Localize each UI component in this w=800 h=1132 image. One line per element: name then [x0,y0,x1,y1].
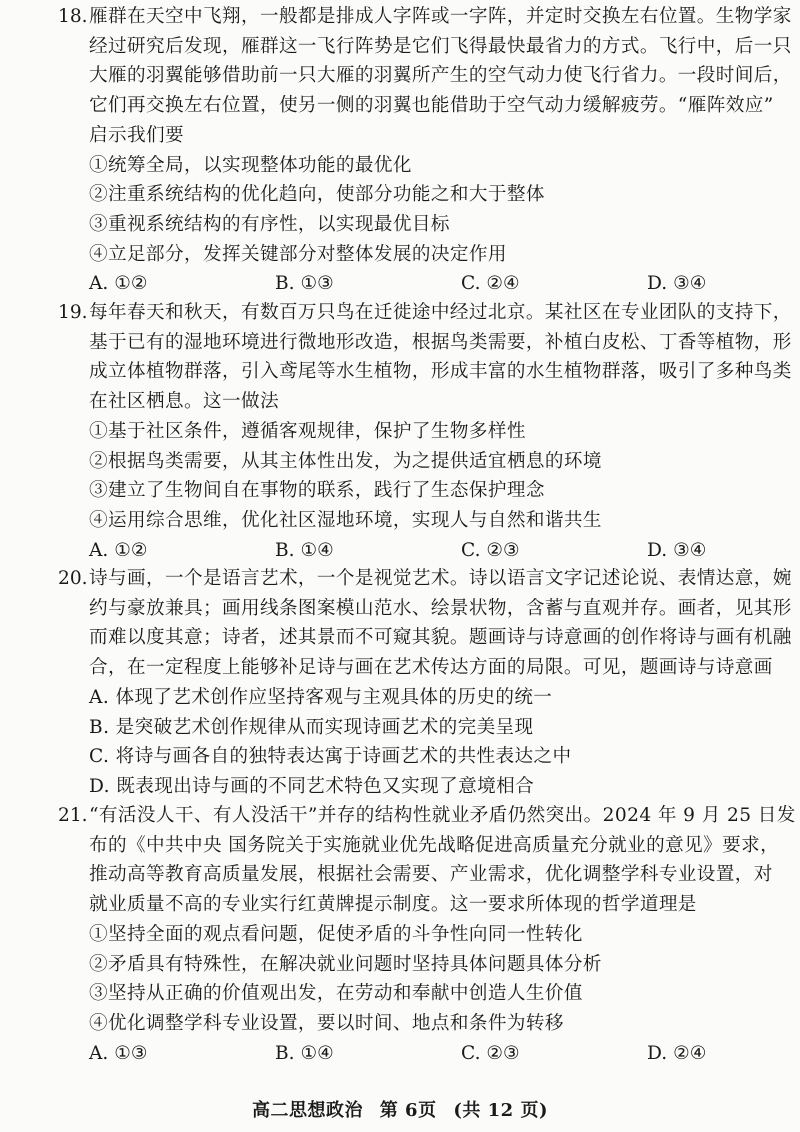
question-stem-line: “有活没人干、有人没活干”并存的结构性就业矛盾仍然突出。2024 年 9 月 25 日发 [89,805,796,826]
statement-4: ④立足部分，发挥关键部分对整体发展的决定作用 [89,243,507,265]
option-c[interactable]: C. ②④ [461,273,520,295]
question-stem-line: 推动高等教育高质量发展，根据社会需要、产业需求，优化调整学科专业设置，对 [89,864,773,886]
option-d[interactable]: D. ②④ [647,1042,707,1064]
question-stem-line: 大雁的羽翼能够借助前一只大雁的羽翼所产生的空气动力使飞行省力。一段时间后， [89,65,792,87]
answer-options [89,269,769,299]
statement-3: ③坚持从正确的价值观出发，在劳动和奉献中创造人生价值 [89,983,583,1005]
question-stem-line: 基于已有的湿地环境进行微地形改造，根据鸟类需要，补植白皮松、丁香等植物，形 [89,331,792,353]
question-stem-line: 诗与画，一个是语言艺术，一个是视觉艺术。诗以语言文字记述论说、表情达意，婉 [89,568,792,589]
statement-2: ②注重系统结构的优化趋向，使部分功能之和大于整体 [89,184,545,206]
question-stem-line: 经过研究后发现，雁群这一飞行阵势是它们飞得最快最省力的方式。飞行中，后一只 [89,35,792,57]
question-stem-line: 雁群在天空中飞翔，一般都是排成人字阵或一字阵，并定时交换左右位置。生物学家 [89,6,792,27]
option-a[interactable]: A. ①② [89,273,148,295]
question-stem-line: 启示我们要 [89,124,184,146]
option-a[interactable]: A. ①③ [89,1042,148,1064]
option-a[interactable]: A. ①② [89,539,148,561]
statement-1: ①统筹全局，以实现整体功能的最优化 [89,154,412,176]
question-stem-line: 在社区栖息。这一做法 [89,391,279,413]
question-stem-line: 约与豪放兼具；画用线条图案模山范水、绘景状物，含蓄与直观并存。画者，见其形 [89,597,792,619]
option-b[interactable]: B. 是突破艺术创作规律从而实现诗画艺术的完美呈现 [89,716,534,738]
footer-subject: 高二思想政治 [252,1100,363,1121]
option-d[interactable]: D. ③④ [647,273,707,295]
statement-3: ③重视系统结构的有序性，以实现最优目标 [89,213,450,235]
answer-options [89,1039,769,1069]
page-footer [0,1096,800,1122]
option-d[interactable]: D. ③④ [647,539,707,561]
question-number: 18. [58,6,88,27]
option-d[interactable]: D. 既表现出诗与画的不同艺术特色又实现了意境相合 [89,775,535,797]
footer-total-pages: (共 12 页) [453,1100,548,1121]
question-number: 19. [58,302,88,323]
question-stem-line: 成立体植物群落，引入鸢尾等水生植物，形成丰富的水生植物群落，吸引了多种鸟类 [89,361,792,383]
question-stem-line: 布的《中共中央 国务院关于实施就业优先战略促进高质量充分就业的意见》要求， [89,834,780,856]
option-c[interactable]: C. ②③ [461,539,520,561]
answer-options [89,536,769,566]
question-stem-line: 合，在一定程度上能够补足诗与画在艺术传达方面的局限。可见，题画诗与诗意画 [89,657,773,679]
statement-4: ④运用综合思维，优化社区湿地环境，实现人与自然和谐共生 [89,509,602,531]
question-stem-line: 就业质量不高的专业实行红黄牌提示制度。这一要求所体现的哲学道理是 [89,894,697,916]
statement-4: ④优化调整学科专业设置，要以时间、地点和条件为转移 [89,1012,564,1034]
statement-3: ③建立了生物间自在事物的联系，践行了生态保护理念 [89,480,545,502]
option-a[interactable]: A. 体现了艺术创作应坚持客观与主观具体的历史的统一 [89,686,553,708]
statement-1: ①基于社区条件，遵循客观规律，保护了生物多样性 [89,420,526,442]
statement-1: ①坚持全面的观点看问题，促使矛盾的斗争性向同一性转化 [89,923,583,945]
option-c[interactable]: C. ②③ [461,1042,520,1064]
question-number: 21. [58,805,88,826]
question-stem-line: 它们再交换左右位置，使另一侧的羽翼也能借助于空气动力缓解疲劳。“雁阵效应” [89,95,774,117]
option-b[interactable]: B. ①③ [275,273,334,295]
option-b[interactable]: B. ①④ [275,1042,334,1064]
option-b[interactable]: B. ①④ [275,539,334,561]
statement-2: ②矛盾具有特殊性，在解决就业问题时坚持具体问题具体分析 [89,953,602,975]
question-stem-line: 而难以度其意；诗者，述其景而不可窥其貌。题画诗与诗意画的创作将诗与画有机融 [89,627,792,649]
option-c[interactable]: C. 将诗与画各自的独特表达寓于诗画艺术的共性表达之中 [89,746,572,768]
question-number: 20. [58,568,88,589]
question-stem-line: 每年春天和秋天，有数百万只鸟在迁徙途中经过北京。某社区在专业团队的支持下， [89,302,792,323]
statement-2: ②根据鸟类需要，从其主体性出发，为之提供适宜栖息的环境 [89,450,602,472]
footer-page-number: 第 6页 [379,1100,437,1121]
